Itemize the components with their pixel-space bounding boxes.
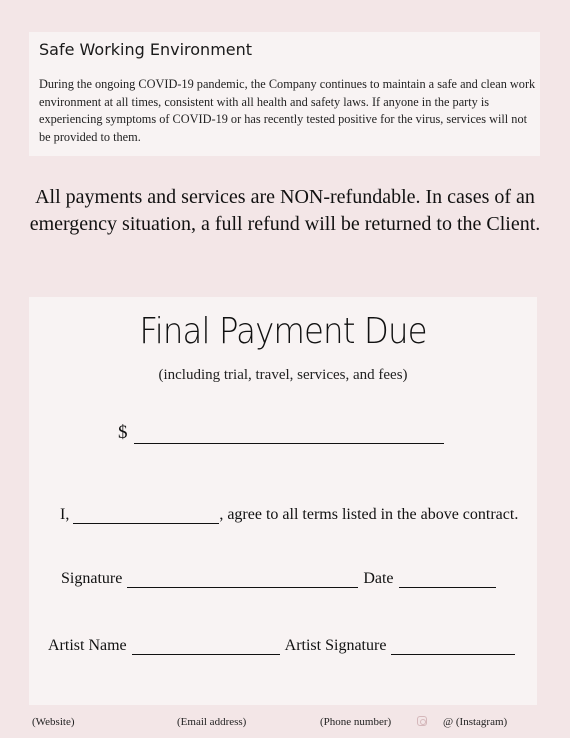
client-name-field[interactable] <box>73 509 219 524</box>
artist-name-field[interactable] <box>132 640 280 655</box>
currency-symbol: $ <box>118 422 128 443</box>
payment-section <box>29 297 537 705</box>
amount-field[interactable] <box>134 429 444 444</box>
footer-website: (Website) <box>32 716 75 728</box>
artist-row <box>48 637 518 655</box>
footer-instagram: @ (Instagram) <box>443 716 508 728</box>
agreement-row <box>60 506 518 524</box>
agreement-prefix: I, <box>60 506 70 523</box>
date-field[interactable] <box>399 573 496 588</box>
artist-signature-field[interactable] <box>391 640 515 655</box>
instagram-icon <box>417 716 427 726</box>
footer-email: (Email address) <box>177 716 247 728</box>
artist-name-label: Artist Name <box>48 637 127 654</box>
amount-row <box>118 422 447 444</box>
agreement-suffix: , agree to all terms listed in the above contract. <box>219 506 519 523</box>
signature-row <box>61 570 499 588</box>
payment-subtitle: (including trial, travel, services, and fees) <box>158 367 408 383</box>
refund-notice: All payments and services are NON-refundable. In cases of an emergency situation, a full refund will be returned to the Client. <box>29 186 541 235</box>
artist-signature-label: Artist Signature <box>284 637 387 654</box>
payment-title: Final Payment Due <box>139 311 427 352</box>
safety-section <box>29 32 540 156</box>
safety-heading: Safe Working Environment <box>39 40 253 59</box>
safety-body: During the ongoing COVID-19 pandemic, the Company continues to maintain a safe and clean work environment at all times, consistent with all health and safety laws. If anyone in the party is experiencing symptoms of COVID-19 or has recently tested positive for the virus, services will not be provided to them. <box>39 77 536 144</box>
date-label: Date <box>363 570 394 587</box>
signature-label: Signature <box>61 570 123 587</box>
footer-phone: (Phone number) <box>320 716 392 728</box>
signature-field[interactable] <box>127 573 358 588</box>
